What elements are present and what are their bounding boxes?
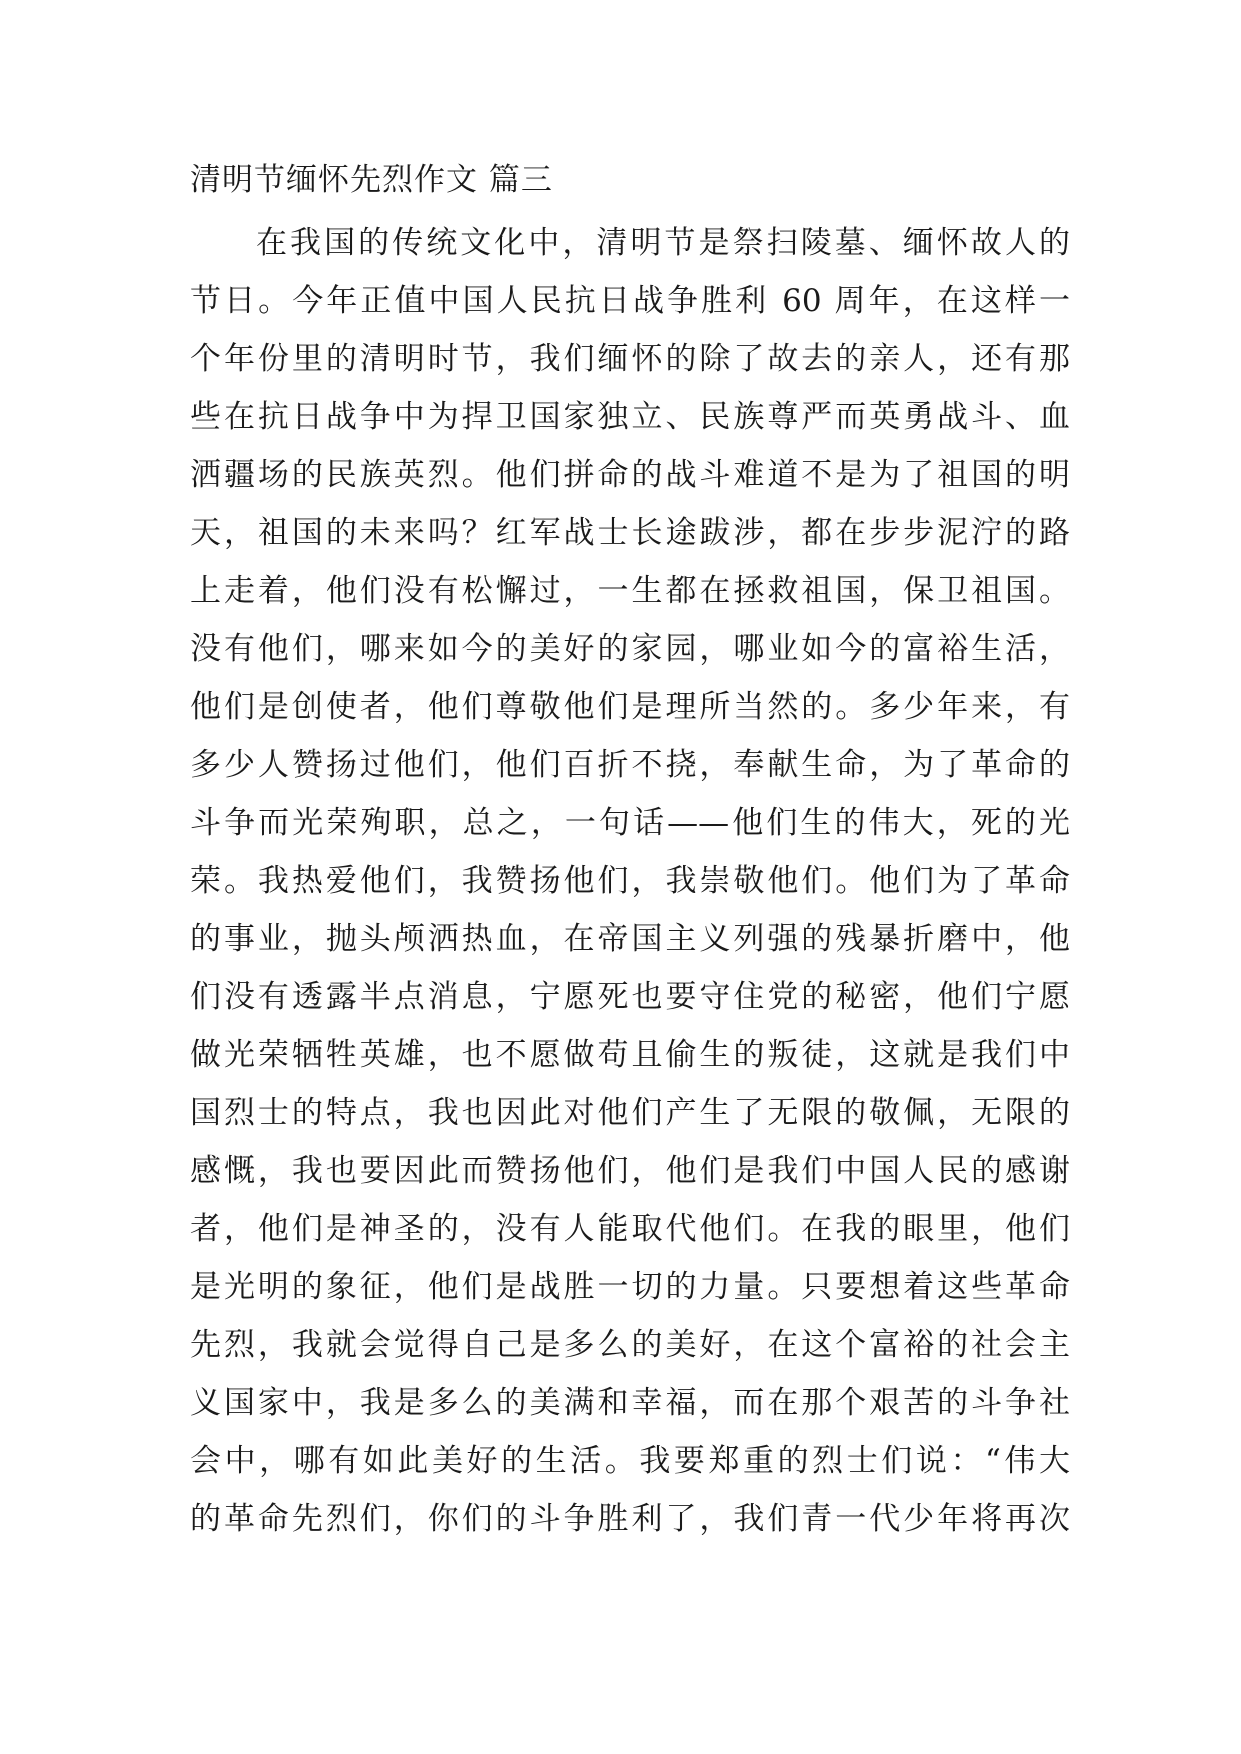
- text-line: 天，祖国的未来吗？红军战士长途跋涉，都在步步泥泞的路: [190, 515, 1070, 551]
- text-line: 没有他们，哪来如今的美好的家园，哪业如今的富裕生活，: [190, 631, 1070, 667]
- text-line: 洒疆场的民族英烈。他们拼命的战斗难道不是为了祖国的明: [190, 457, 1070, 493]
- text-line: 做光荣牺牲英雄，也不愿做苟且偷生的叛徒，这就是我们中: [190, 1037, 1070, 1073]
- text-line: 先烈，我就会觉得自己是多么的美好，在这个富裕的社会主: [190, 1327, 1070, 1363]
- text-line: 荣。我热爱他们，我赞扬他们，我崇敬他们。他们为了革命: [190, 863, 1070, 899]
- text-line: 者，他们是神圣的，没有人能取代他们。在我的眼里，他们: [190, 1211, 1070, 1247]
- text-line: 的革命先烈们，你们的斗争胜利了，我们青一代少年将再次: [190, 1501, 1070, 1537]
- text-line: 节日。今年正值中国人民抗日战争胜利 60 周年，在这样一: [190, 283, 1070, 319]
- document-body: [190, 223, 1070, 1557]
- text-line: 上走着，他们没有松懈过，一生都在拯救祖国，保卫祖国。: [190, 573, 1070, 609]
- text-line: 的事业，抛头颅洒热血，在帝国主义列强的残暴折磨中，他: [190, 921, 1070, 957]
- text-line: 多少人赞扬过他们，他们百折不挠，奉献生命，为了革命的: [190, 747, 1070, 783]
- text-line: 们没有透露半点消息，宁愿死也要守住党的秘密，他们宁愿: [190, 979, 1070, 1015]
- text-line: 个年份里的清明时节，我们缅怀的除了故去的亲人，还有那: [190, 341, 1070, 377]
- text-line: 些在抗日战争中为捍卫国家独立、民族尊严而英勇战斗、血: [190, 399, 1070, 435]
- text-line: 感慨，我也要因此而赞扬他们，他们是我们中国人民的感谢: [190, 1153, 1070, 1189]
- document-title: 清明节缅怀先烈作文 篇三: [190, 162, 553, 198]
- text-line: 义国家中，我是多么的美满和幸福，而在那个艰苦的斗争社: [190, 1385, 1070, 1421]
- text-line: 会中，哪有如此美好的生活。我要郑重的烈士们说：“伟大: [190, 1443, 1070, 1479]
- text-line: 国烈士的特点，我也因此对他们产生了无限的敬佩，无限的: [190, 1095, 1070, 1131]
- text-line: 他们是创使者，他们尊敬他们是理所当然的。多少年来，有: [190, 689, 1070, 725]
- text-line: 是光明的象征，他们是战胜一切的力量。只要想着这些革命: [190, 1269, 1070, 1305]
- text-line: 在我国的传统文化中，清明节是祭扫陵墓、缅怀故人的: [256, 225, 1070, 261]
- text-line: 斗争而光荣殉职，总之，一句话——他们生的伟大，死的光: [190, 805, 1070, 841]
